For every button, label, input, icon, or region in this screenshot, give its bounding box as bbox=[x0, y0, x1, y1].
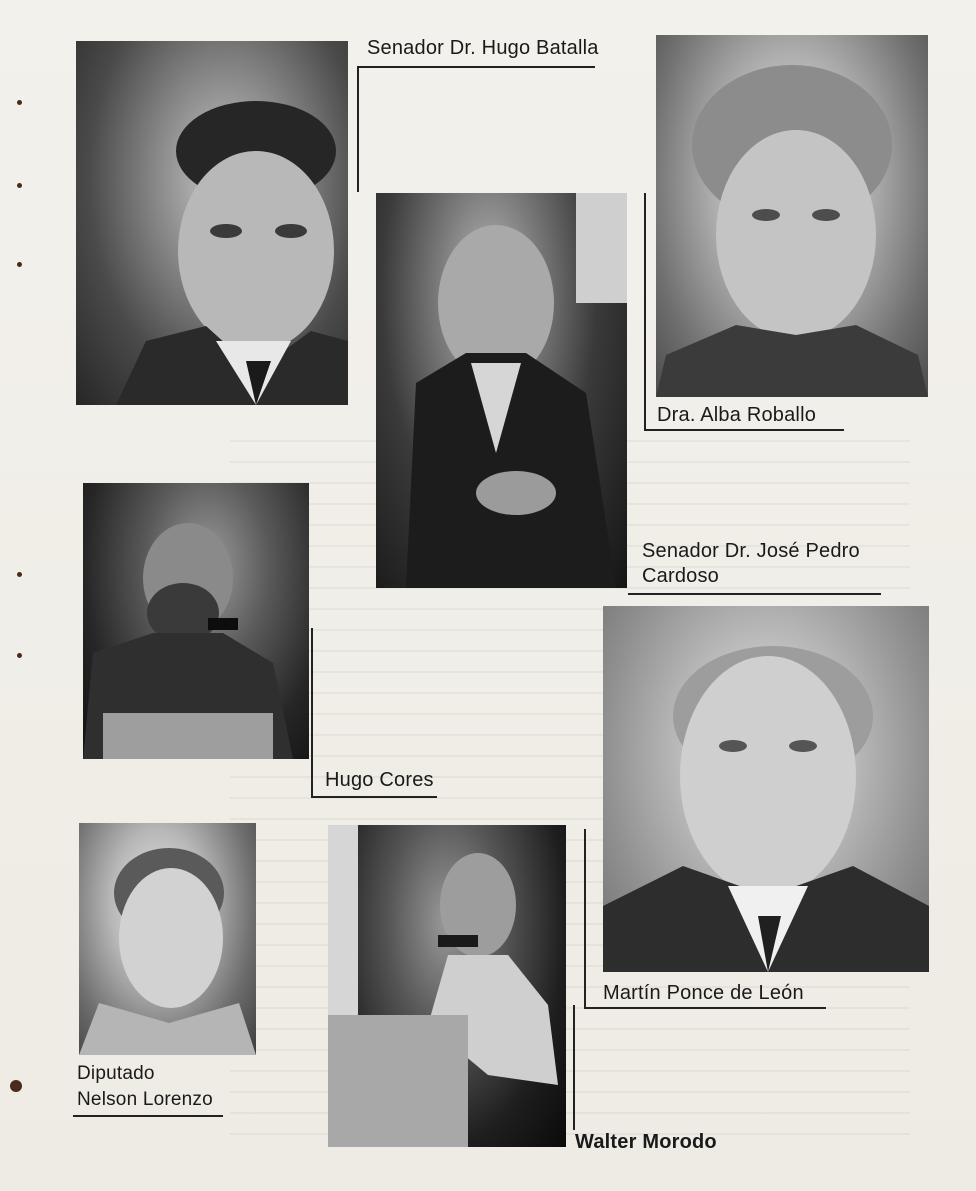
caption-rule-roballo-vertical bbox=[644, 193, 646, 430]
caption-lorenzo-line2: Nelson Lorenzo bbox=[77, 1089, 213, 1110]
caption-cardoso-line2: Cardoso bbox=[642, 565, 719, 587]
caption-rule-cardoso bbox=[628, 593, 881, 595]
caption-rule-batalla-vertical bbox=[357, 66, 359, 192]
caption-cardoso-line1: Senador Dr. José Pedro bbox=[642, 540, 860, 562]
caption-rule-lorenzo bbox=[73, 1115, 223, 1117]
caption-roballo: Dra. Alba Roballo bbox=[657, 404, 817, 426]
binding-mark bbox=[17, 262, 22, 267]
binding-hole bbox=[10, 1080, 22, 1092]
binding-mark bbox=[17, 100, 22, 105]
caption-rule-ponce bbox=[584, 1007, 826, 1009]
binding-mark bbox=[17, 183, 22, 188]
caption-rule-batalla bbox=[357, 66, 595, 68]
photo-alba-roballo bbox=[656, 35, 928, 397]
caption-lorenzo-line1: Diputado bbox=[77, 1063, 155, 1084]
caption-rule-morodo-vertical bbox=[573, 1005, 575, 1130]
caption-rule-roballo bbox=[644, 429, 844, 431]
binding-mark bbox=[17, 653, 22, 658]
caption-rule-cores-vertical bbox=[311, 628, 313, 798]
caption-morodo: Walter Morodo bbox=[575, 1131, 717, 1153]
caption-ponce: Martín Ponce de León bbox=[603, 982, 804, 1004]
photo-hugo-batalla bbox=[76, 41, 348, 405]
caption-batalla: Senador Dr. Hugo Batalla bbox=[367, 37, 599, 59]
caption-cores: Hugo Cores bbox=[325, 769, 434, 791]
photo-hugo-cores bbox=[83, 483, 309, 759]
caption-rule-ponce-vertical bbox=[584, 829, 586, 1008]
caption-rule-cores bbox=[311, 796, 437, 798]
photo-martin-ponce-de-leon bbox=[603, 606, 929, 972]
photo-nelson-lorenzo bbox=[79, 823, 256, 1055]
photo-jose-pedro-cardoso bbox=[376, 193, 627, 588]
photo-walter-morodo bbox=[328, 825, 566, 1147]
binding-mark bbox=[17, 572, 22, 577]
